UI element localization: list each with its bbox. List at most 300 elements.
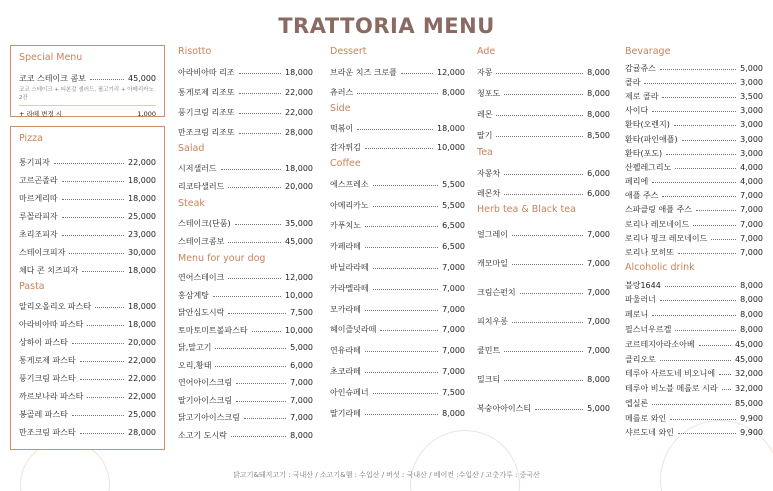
menu-item [477,163,610,183]
item-price: 8,000 [290,430,313,440]
dot-leader [228,278,281,279]
item-price: 6,500 [442,242,465,252]
alcohol-heading: Alcoholic drink [625,261,695,273]
item-price: 9,900 [740,428,763,438]
menu-item [625,337,763,352]
item-name: 통기피자 [19,157,50,167]
column-5 [625,46,763,440]
item-name: 브라운 치즈 크로플 [330,67,397,77]
item-price: 4,000 [740,162,763,172]
item-name: 페로니 [625,310,649,320]
menu-item [19,315,156,333]
menu-item [19,333,156,351]
item-price: 6,000 [290,360,313,370]
item-name: 블랑1644 [625,280,661,290]
dot-leader [719,374,731,375]
item-name: 닭안심도시락 [178,308,225,318]
item-price: 7,000 [290,378,313,388]
item-price: 7,000 [587,346,610,355]
dot-leader [69,253,124,254]
risotto-heading: Risotto [178,46,212,57]
item-name: 감귤쥬스 [625,63,656,73]
dot-leader [215,366,286,367]
coffee-list [330,174,465,424]
side-heading: Side [330,103,351,114]
dot-leader [682,140,736,141]
dot-leader [221,169,281,170]
menu-item [477,220,610,249]
dot-leader [373,268,438,269]
item-name: 애플 주스 [625,191,659,201]
item-name: 시저샐러드 [178,163,217,173]
menu-item [178,304,313,322]
item-price: 7,000 [587,288,610,297]
special-menu-heading: Special Menu [19,52,83,63]
dot-leader [62,217,124,218]
item-price: 7,000 [740,248,763,258]
pizza-list [19,153,156,279]
alcohol-list [625,278,763,441]
dot-leader [80,361,124,362]
menu-item [178,269,313,287]
item-price: 12,000 [285,273,313,283]
menu-item [330,278,465,299]
menu-item [178,62,313,82]
item-price: 8,000 [740,310,763,320]
item-price: 1,000 [137,109,156,118]
dot-leader [235,224,281,225]
item-price: 8,000 [740,324,763,334]
dot-leader [496,73,583,74]
item-name: 클리오로 [625,354,656,364]
item-name: 캐모마일 [477,259,508,268]
menu-item [178,177,313,195]
dot-leader [231,436,286,437]
dot-leader [365,372,438,373]
item-price: 7,000 [740,205,763,215]
item-name: 파울러너 [625,295,656,305]
item-price: 8,000 [587,110,610,119]
column-4 [477,46,610,423]
pizza-heading: Pizza [19,133,43,144]
menu-item [178,374,313,392]
menu-item [625,426,763,441]
menu-item [330,403,465,424]
menu-item [477,83,610,104]
menu-item [625,146,763,160]
dot-leader [252,331,281,332]
pasta-list [19,297,156,441]
item-name: 사이다 [625,106,649,116]
item-price: 25,000 [128,211,156,221]
menu-item [625,307,763,322]
menu-item [330,174,465,195]
dog-menu-list [178,269,313,444]
beverage-list [625,61,763,260]
dot-leader [674,125,736,126]
dot-leader [62,199,124,200]
menu-item [330,299,465,320]
dot-leader [365,351,438,352]
item-name: 감자튀김 [330,143,361,152]
dot-leader [215,348,286,349]
item-price: 45,000 [735,339,763,349]
item-name: 딸기라떼 [330,408,361,418]
item-name: 연어스테이크 [178,273,225,283]
dot-leader [357,93,438,94]
item-name: 레몬 [477,110,493,119]
dot-leader [504,351,583,352]
dot-leader [373,206,438,207]
item-price: 7,000 [740,191,763,201]
dot-leader [365,414,438,415]
menu-item [625,203,763,217]
beverage-heading: Bevarage [625,46,671,57]
coffee-heading: Coffee [330,158,361,169]
item-price: 10,000 [437,143,465,152]
item-price: 85,000 [735,398,763,408]
menu-item [19,297,156,315]
item-price: 7,000 [740,233,763,243]
menu-item [178,339,313,357]
dot-leader [82,271,124,272]
item-name: 환타(파인애플) [625,134,678,144]
dot-leader [693,225,736,226]
item-name: 딸기 [477,131,493,140]
herb-tea-heading: Herb tea & Black tea [477,204,576,215]
dot-leader [365,310,438,311]
dot-leader [239,133,281,134]
menu-item [19,351,156,369]
dot-leader [652,111,736,112]
dot-leader [357,129,433,130]
dot-leader [696,210,736,211]
item-price: 18,000 [285,163,313,173]
steak-list [178,214,313,250]
item-price: 22,000 [285,87,313,97]
menu-item [19,387,156,405]
item-price: 32,000 [735,384,763,394]
item-name: 헤이즐넛라떼 [330,325,377,335]
dot-leader [213,296,281,297]
menu-item [625,231,763,245]
dot-leader [228,187,281,188]
dot-leader [496,136,583,137]
item-price: 5,500 [442,179,465,189]
dot-leader [660,360,731,361]
item-price: 7,000 [290,395,313,405]
item-name: 산펠레그리노 [625,162,672,172]
dot-leader [535,409,583,410]
menu-item [178,232,313,250]
menu-item [625,175,763,189]
menu-item [19,72,156,84]
menu-item [19,171,156,189]
item-name: 피치우롱 [477,317,508,326]
item-name: 아인슈페너 [330,387,369,397]
menu-item [477,62,610,83]
item-name: 리코타샐러드 [178,181,225,191]
item-price: 22,000 [128,355,156,365]
menu-item [178,214,313,232]
item-price: 10,000 [285,325,313,335]
menu-item [625,396,763,411]
item-price: 18,000 [285,67,313,77]
menu-item [178,322,313,340]
dot-leader [380,330,438,331]
item-name: 알리오올리오 파스타 [19,301,92,311]
menu-item [330,82,465,102]
item-name: 만조크림 리조또 [178,127,235,137]
item-price: 45,000 [128,73,156,83]
dot-leader [652,315,736,316]
item-price: 20,000 [285,181,313,191]
item-price: 8,000 [587,68,610,77]
dot-leader [504,174,583,175]
dessert-heading: Dessert [330,46,367,57]
dot-leader [80,379,124,380]
item-name: 스테이크(단품) [178,218,231,228]
dot-leader [699,345,731,346]
item-price: 22,000 [128,391,156,401]
menu-item [19,153,156,171]
dot-leader [670,419,736,420]
menu-item [330,382,465,403]
dot-leader [95,307,124,308]
dot-leader [504,194,583,195]
item-price: 7,000 [587,230,610,239]
item-name: 풍기크림 파스타 [19,373,76,383]
salad-list [178,159,313,195]
menu-item [625,75,763,89]
item-price: 28,000 [128,427,156,437]
item-price: 30,000 [128,247,156,257]
dot-leader [365,226,438,227]
ade-heading: Ade [477,46,496,57]
dot-leader [244,418,286,419]
item-price: 3,500 [740,91,763,101]
pizza-pasta-box [10,126,165,450]
dessert-list [330,62,465,102]
item-name: 고르곤졸라 [19,175,58,185]
decorative-circle [410,430,520,491]
item-name: 로리나 모히또 [625,248,674,258]
menu-item [625,292,763,307]
item-price: 9,900 [740,413,763,423]
menu-item [625,278,763,293]
column-3 [330,46,465,424]
item-price: 7,000 [587,259,610,268]
item-name: 닭고기아이스크림 [178,413,240,423]
dot-leader [80,433,124,434]
herb-tea-list [477,220,610,423]
menu-item [178,409,313,427]
item-price: 5,000 [740,63,763,73]
item-price: 22,000 [128,157,156,167]
item-price: 18,000 [128,175,156,185]
menu-item [178,82,313,102]
special-menu-box [10,45,165,117]
item-name: 얼그레이 [477,230,508,239]
menu-item [625,322,763,337]
item-price: 5,000 [290,343,313,353]
column-2 [178,46,313,444]
item-price: 4,000 [740,177,763,187]
item-name: 만조크림 파스타 [19,427,76,437]
item-name: 자몽 [477,68,493,77]
item-price: 7,000 [442,367,465,377]
item-price: 6,500 [442,221,465,231]
item-name: 아라비아따 리조 [178,67,235,77]
item-name: 쿨민트 [477,346,501,355]
item-price: 22,000 [128,373,156,383]
item-name: 자몽차 [477,168,501,178]
dot-leader [90,79,124,80]
item-name: 메를로 와인 [625,413,667,423]
dot-leader [496,115,583,116]
dot-leader [675,330,736,331]
menu-item [477,394,610,423]
item-price: 3,000 [740,77,763,87]
item-name: 테루아 비노블 메를로 시라 [625,384,718,394]
item-price: 7,000 [442,325,465,335]
item-name: 연유라떼 [330,346,361,356]
menu-item [19,189,156,207]
menu-item [477,365,610,394]
item-name: 초코라떼 [330,367,361,377]
menu-item [330,361,465,382]
item-price: 10,000 [285,290,313,300]
menu-item [178,357,313,375]
menu-item [19,243,156,261]
menu-item [178,159,313,177]
menu-item [178,122,313,142]
item-name: 까르보나라 파스타 [19,391,84,401]
dot-leader [87,325,124,326]
item-price: 7,000 [442,263,465,273]
item-name: 오리,황태 [178,360,212,370]
menu-item [625,160,763,174]
item-price: 45,000 [735,354,763,364]
item-name: 환타(오렌지) [625,120,670,130]
item-price: 7,000 [442,346,465,356]
menu-item [19,261,156,279]
dot-leader [675,168,736,169]
item-price: 22,000 [285,107,313,117]
item-name: 바닐라라떼 [330,263,369,273]
menu-item [625,411,763,426]
item-name: 아메리카노 [330,200,369,210]
item-price: 7,500 [290,308,313,318]
item-price: 32,000 [735,369,763,379]
dot-leader [504,94,583,95]
dot-leader [62,235,124,236]
menu-item [625,366,763,381]
item-price: 45,000 [285,236,313,246]
menu-item [477,249,610,278]
item-name: 테루아 사르도네 비오니에 [625,369,716,379]
dot-leader [239,73,281,74]
dot-leader [662,196,736,197]
item-price: 20,000 [128,337,156,347]
menu-item [625,89,763,103]
item-name: 카푸치노 [330,221,361,231]
item-price: 3,000 [740,148,763,158]
item-name: 닭,말고기 [178,343,212,353]
item-name: 초리조피자 [19,229,58,239]
pasta-heading: Pasta [19,281,45,292]
item-name: 밀크티 [477,375,501,384]
page-title: TRATTORIA MENU [278,14,495,38]
item-name: 딸기아이스크림 [178,395,233,405]
item-name: 통게로제 리조또 [178,87,235,97]
item-name: 아라비아따 파스타 [19,319,84,329]
menu-item [330,138,465,157]
menu-item [178,102,313,122]
tea-heading: Tea [477,147,493,158]
item-name: 환타(포도) [625,148,663,158]
item-price: 3,000 [740,120,763,130]
item-name: 홍삼계탕 [178,290,209,300]
item-price: 8,000 [442,87,465,97]
dot-leader [236,401,286,402]
item-name: 제로 콜라 [625,91,659,101]
item-name: 필스너우르겔 [625,324,672,334]
menu-item [625,381,763,396]
dot-leader [62,181,124,182]
item-price: 7,000 [587,317,610,326]
menu-item [625,61,763,75]
item-name: 엡실론 [625,398,649,408]
item-price: 8,000 [740,295,763,305]
item-price: 23,000 [128,229,156,239]
item-price: 28,000 [285,127,313,137]
item-name: 츄러스 [330,87,354,97]
menu-item [625,104,763,118]
dot-leader [72,415,124,416]
item-price: 18,000 [128,265,156,275]
item-price: 7,000 [740,219,763,229]
item-price: 7,500 [442,387,465,397]
menu-item [625,217,763,231]
item-name: 봉골레 파스타 [19,409,68,419]
dot-leader [512,322,583,323]
item-price: 5,000 [587,404,610,413]
dot-leader [652,404,731,405]
menu-item [330,340,465,361]
menu-item [330,236,465,257]
item-name: 스파클링 애플 주스 [625,205,692,215]
dot-leader [711,239,736,240]
origin-footer: 닭고기&돼지고기 : 국내산 / 소고기&햄 : 수입산 / 버섯 : 국내산 / 베이컨 :수입산 / 고춧가루 : 중국산 [233,471,540,479]
menu-item [19,369,156,387]
item-name: 코코 스테이크 콤보 [19,73,86,83]
dot-leader [236,383,286,384]
dot-leader [678,253,736,254]
item-price: 3,000 [740,134,763,144]
menu-item [477,307,610,336]
menu-item [477,336,610,365]
item-name: 풍기크림 리조또 [178,107,235,117]
item-price: 5,500 [442,200,465,210]
dot-leader [87,397,124,398]
item-name: 카페라떼 [330,242,361,252]
dot-leader [512,235,583,236]
menu-item [625,352,763,367]
menu-item [330,119,465,138]
side-list [330,119,465,157]
dot-leader [373,289,438,290]
